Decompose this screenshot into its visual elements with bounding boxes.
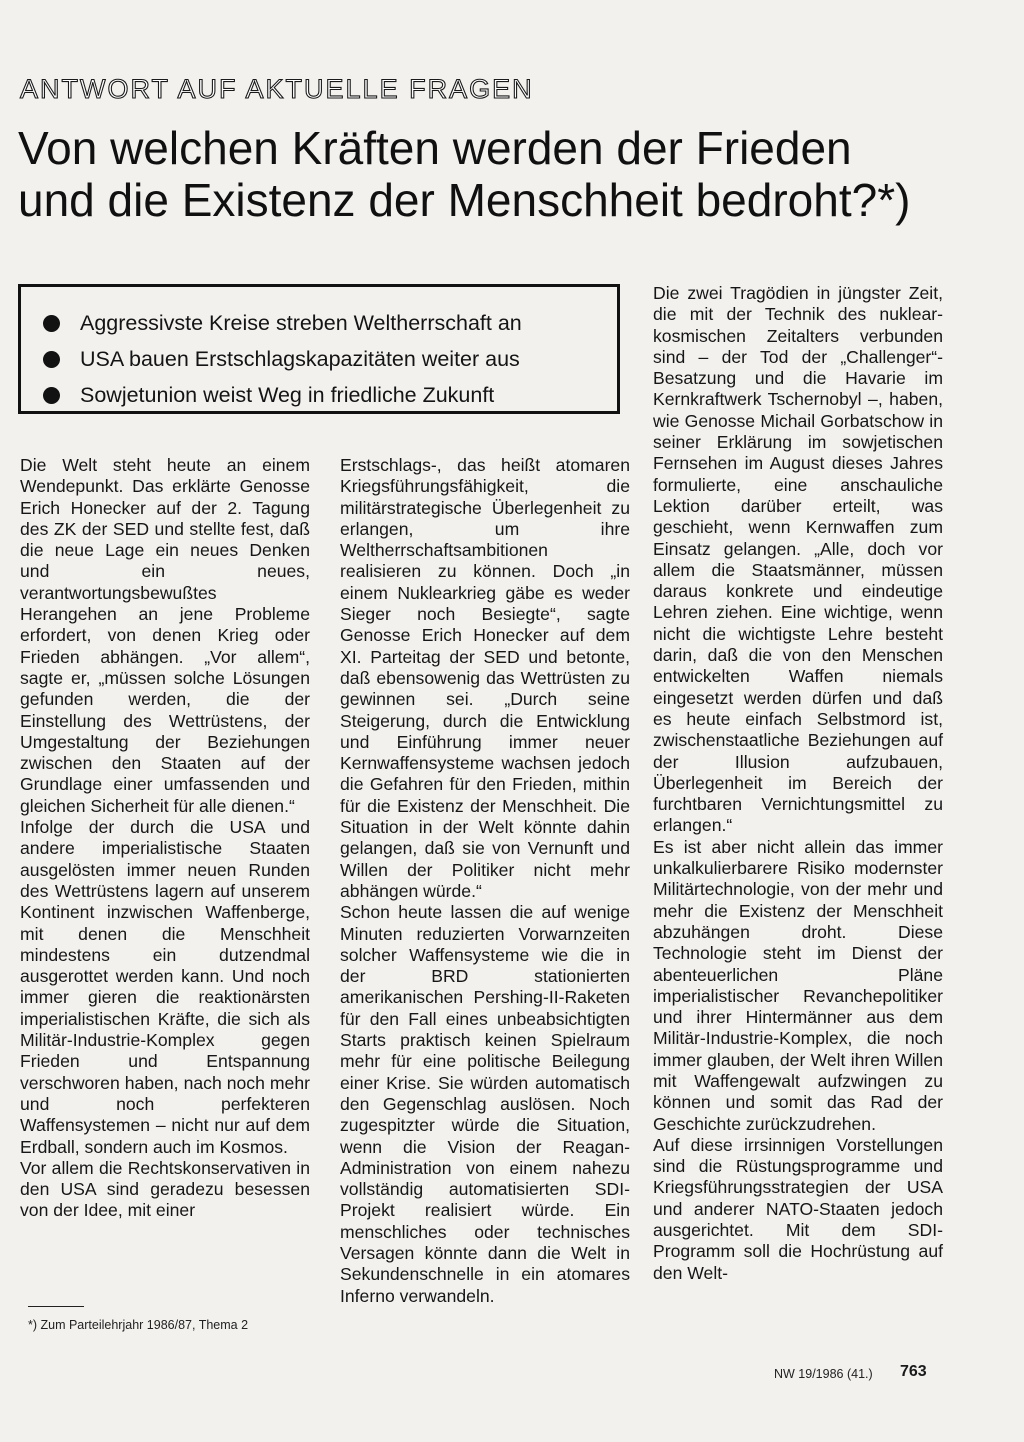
headline-line-2: und die Existenz der Menschheit bedroht?*): [18, 174, 911, 226]
paragraph: Die zwei Tragödien in jüngster Zeit, die mit der Technik des nuklear-kosmischen Zeitalters verbunden sind – der Tod der „Challenger“-Besatzung und die Havarie im Kernkraftwerk Tschernobyl –, haben, wie Genosse Michail Gorbatschow in seiner Erklärung im sowjetischen Fernsehen im August dieses Jahres formulierte, eine anschauliche Lektion darüber erteilt, was geschieht, wenn Kernwaffen zum Einsatz gelangen. „Alle, doch vor allem die Staatsmänner, müssen daraus konkrete und eindeutige Lehren ziehen. Eine wichtige, wenn nicht die wichtigste Lehre besteht darin, daß die von den Menschen entwickelten Waffen niemals eingesetzt werden dürfen und daß es heute einfach Selbstmord ist, zwischenstaatliche Beziehungen auf der Illusion aufzubauen, Überlegenheit im Bereich der furchtbaren Vernichtungsmittel zu erlangen.“: [653, 283, 943, 836]
article-column-3: [653, 283, 943, 1284]
summary-bullet: [43, 341, 617, 377]
paragraph: Die Welt steht heute an einem Wendepunkt. Das erklärte Genosse Erich Honecker auf der 2. Tagung des ZK der SED und stellte fest, daß die neue Lage ein neues Denken und ein neues, verantwortungsbewußtes Herangehen an jene Probleme erfordert, von denen Krieg oder Frieden abhängen. „Vor allem“, sagte er, „müssen solche Lösungen gefunden werden, die der Einstellung des Wettrüstens, der Umgestaltung der Beziehungen zwischen den Staaten auf der Grundlage einer umfassenden und gleichen Sicherheit für alle dienen.“: [20, 455, 310, 816]
section-kicker: ANTWORT AUF AKTUELLE FRAGEN: [20, 74, 534, 104]
paragraph: Erstschlags-, das heißt atomaren Kriegsführungsfähigkeit, die militärstrategische Überlegenheit zu erlangen, um ihre Weltherrschaftsambitionen realisieren zu können. Doch „in einem Nuklearkrieg gäbe es weder Sieger noch Besiegte“, sagte Genosse Erich Honecker auf dem XI. Parteitag der SED und betonte, daß ebensowenig das Wettrüsten zu gewinnen sei. „Durch seine Steigerung, durch die Entwicklung und Einführung immer neuer Kernwaffensysteme wachsen jedoch die Gefahren für den Frieden, mithin für die Existenz der Menschheit. Die Situation in der Welt könnte dahin gelangen, daß sie von Vernunft und Willen der Politiker nicht mehr abhängen würde.“: [340, 455, 630, 901]
bullet-dot-icon: [43, 315, 60, 332]
paragraph: Es ist aber nicht allein das immer unkalkulierbarere Risiko modernster Militärtechnologie, von der mehr und mehr die Existenz der Menschheit abzuhängen droht. Diese Technologie steht im Dienst der abenteuerlichen Pläne imperialistischer Revanchepolitiker und ihrer Hintermänner aus dem Militär-Industrie-Komplex, die noch immer glauben, der Welt ihren Willen mit Waffengewalt aufzwingen zu können und somit das Rad der Geschichte zurückzudrehen.: [653, 836, 943, 1134]
summary-bullet-text: Sowjetunion weist Weg in friedliche Zukunft: [80, 382, 495, 407]
summary-bullet: [43, 377, 617, 413]
paragraph: Infolge der durch die USA und andere imperialistische Staaten ausgelösten immer neuen Runden des Wettrüstens lagern auf unserem Kontinent inzwischen Waffenberge, mit denen die Menschheit mindestens ein dutzendmal ausgerottet werden kann. Und noch immer gieren die reaktionärsten imperialistischen Kräfte, die sich als Militär-Industrie-Komplex gegen Frieden und Entspannung verschworen haben, nach noch mehr und noch perfekteren Waffensystemen – nicht nur auf dem Erdball, sondern auch im Kosmos.: [20, 817, 310, 1157]
footnote: *) Zum Parteilehrjahr 1986/87, Thema 2: [28, 1318, 249, 1332]
article-column-1: [20, 455, 310, 1222]
summary-bullet-text: USA bauen Erstschlagskapazitäten weiter aus: [80, 346, 520, 371]
article-column-2: [340, 455, 630, 1307]
summary-box: [18, 284, 620, 414]
paragraph: Auf diese irrsinnigen Vorstellungen sind die Rüstungsprogramme und Kriegsführungsstrategien der USA und anderer NATO-Staaten jedoch ausgerichtet. Mit dem SDI-Programm soll die Hochrüstung auf den Welt-: [653, 1134, 943, 1283]
bullet-dot-icon: [43, 351, 60, 368]
footnote-divider: [28, 1306, 84, 1307]
journal-issue: NW 19/1986 (41.): [774, 1367, 873, 1381]
summary-bullet-text: Aggressivste Kreise streben Weltherrschaft an: [80, 310, 522, 335]
bullet-dot-icon: [43, 387, 60, 404]
page-number: 763: [900, 1363, 927, 1380]
article-headline: [18, 122, 998, 226]
summary-bullet: [43, 305, 617, 341]
paragraph: Vor allem die Rechtskonservativen in den USA sind geradezu besessen von der Idee, mit einer: [20, 1157, 310, 1221]
headline-line-1: Von welchen Kräften werden der Frieden: [18, 122, 852, 174]
paragraph: Schon heute lassen die auf wenige Minuten reduzierten Vorwarnzeiten solcher Waffensysteme wie die in der BRD stationierten amerikanischen Pershing-II-Raketen für den Fall eines unbeabsichtigten Starts praktisch keinen Spielraum mehr für eine politische Beilegung einer Krise. Sie würden automatisch den Gegenschlag auslösen. Noch zugespitzter würde die Situation, wenn die Vision der Reagan-Administration von einem nahezu vollständig automatisierten SDI-Projekt realisiert würde. Ein menschliches oder technisches Versagen könnte dann die Welt in Sekundenschnelle in ein atomares Inferno verwandeln.: [340, 902, 630, 1306]
